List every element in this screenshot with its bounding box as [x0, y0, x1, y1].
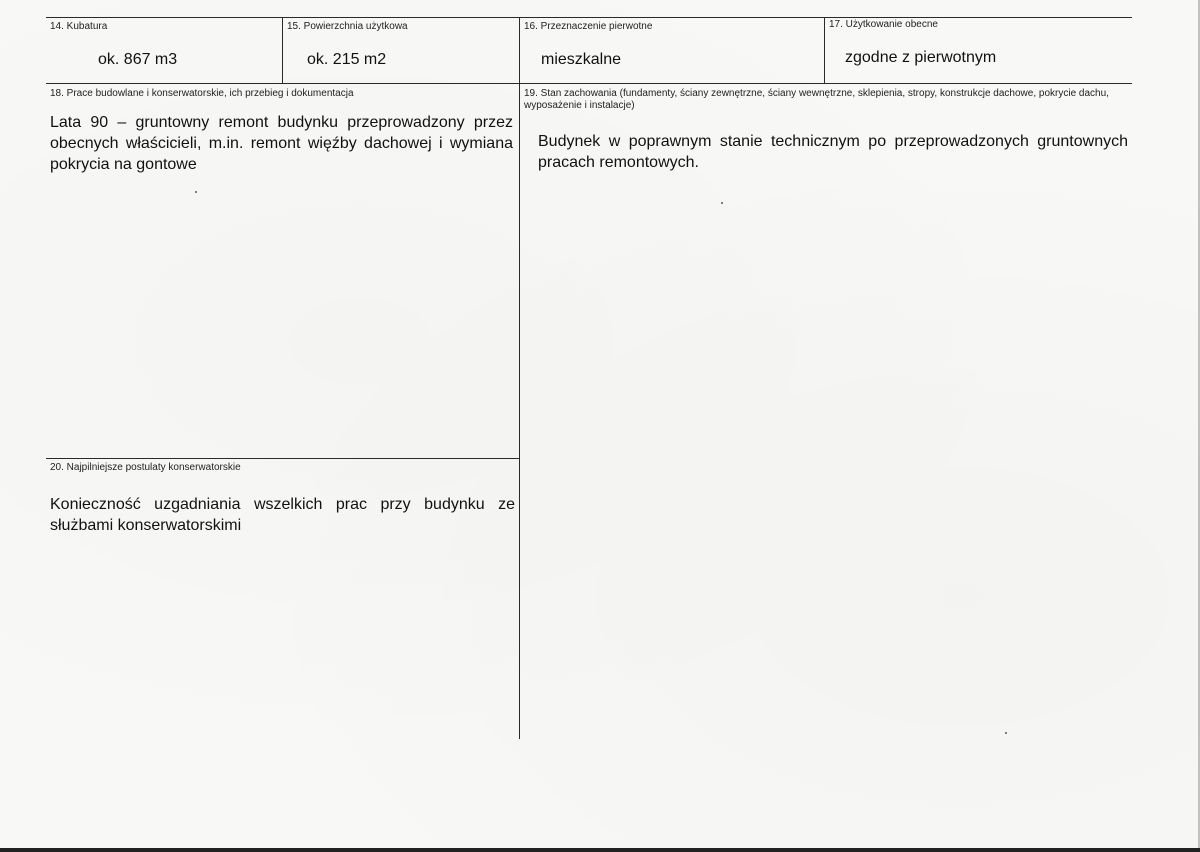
field-15-label: 15. Powierzchnia użytkowa [287, 21, 408, 32]
field-20-text: Konieczność uzgadniania wszelkich prac przy budynku ze służbami konserwatorskimi [50, 496, 515, 534]
field-19-label: 19. Stan zachowania (fundamenty, ściany zewnętrzne, ściany wewnętrzne, sklepienia, stropy, konstrukcje dachowe, pokrycie dachu, wyposażenie i instalacje) [524, 88, 1109, 111]
field-16-value: mieszkalne [541, 51, 622, 68]
field-17-label: 17. Użytkowanie obecne [829, 19, 938, 30]
scan-speck [1005, 732, 1007, 734]
scan-speck [721, 202, 723, 204]
field-18-text: Lata 90 – gruntowny remont budynku przeprowadzony przez obecnych właścicieli, m.in. remont więźby dachowej i wymiana pokrycia na gontowe [50, 114, 513, 173]
divider-16-17 [824, 17, 825, 83]
field-18-label: 18. Prace budowlane i konserwatorskie, ich przebieg i dokumentacja [50, 88, 354, 99]
field-14-value: ok. 867 m3 [98, 51, 178, 68]
divider-14-15 [282, 17, 283, 83]
field-15-value: ok. 215 m2 [307, 51, 387, 68]
scan-bottom-edge [0, 848, 1200, 852]
field-17-value: zgodne z pierwotnym [845, 49, 997, 66]
field-19-text: Budynek w poprawnym stanie technicznym po przeprowadzonych gruntownych pracach remontowych. [538, 133, 1128, 171]
field20-top-rule [46, 458, 519, 459]
field-20-label: 20. Najpilniejsze postulaty konserwatorskie [50, 462, 241, 473]
top-rule [46, 17, 1132, 18]
divider-main [519, 17, 520, 739]
field-14-label: 14. Kubatura [50, 21, 108, 32]
scan-speck [195, 191, 197, 193]
field-16-label: 16. Przeznaczenie pierwotne [524, 21, 653, 32]
row1-bottom-rule [46, 83, 1132, 84]
